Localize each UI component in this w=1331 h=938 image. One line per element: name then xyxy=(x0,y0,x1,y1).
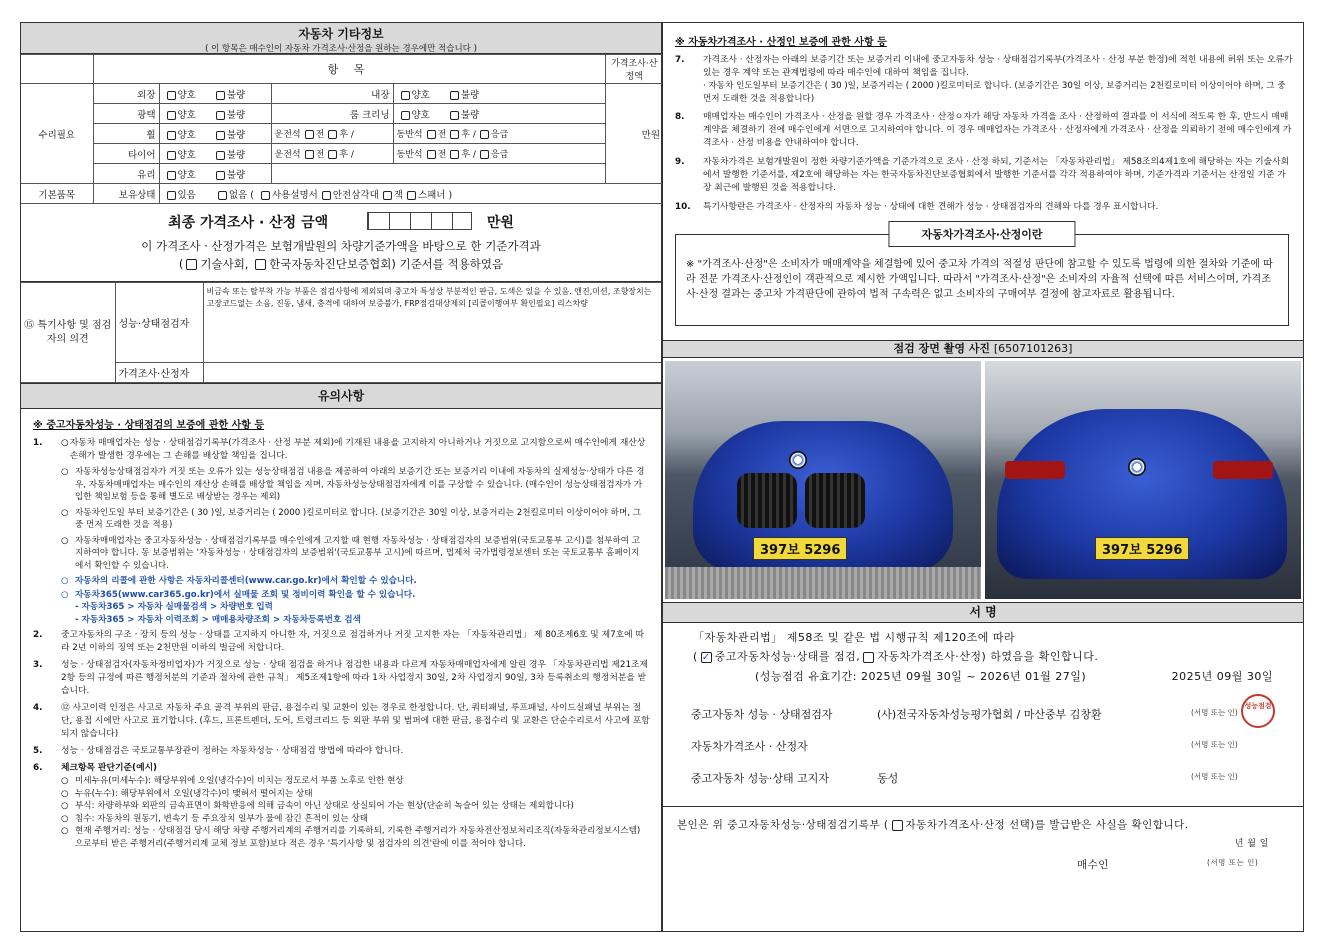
room-cleaning-label: 룸 크리닝 xyxy=(271,104,393,124)
item-6b: ○ 누유(누수): 해당부위에서 오일(냉각수)이 맺혀서 떨어지는 상태 xyxy=(61,788,313,799)
possession-label: 보유상태 xyxy=(93,184,159,204)
sign-law: 「자동차관리법」 제58조 및 같은 법 시행규칙 제120조에 따라 xyxy=(693,631,1016,644)
item-6a: ○ 미세누유(미세누수): 해당부위에 오일(냉각수)이 비치는 정도로서 부품 노후로 인한 현상 xyxy=(61,776,404,786)
buyer-label: 매수인 xyxy=(1077,859,1109,871)
notifier-sig[interactable]: (서명 또는 인) xyxy=(1191,772,1238,781)
bmw-logo-icon xyxy=(789,451,807,469)
sign-opt2-checkbox[interactable] xyxy=(863,652,874,663)
rear-plate: 397보 5296 xyxy=(1095,537,1189,560)
item-4: 4. ⑫ 사고이력 인정은 사고로 자동차 주요 골격 부위의 판금, 용접수리 및 교환이 있는 경우로 한정합니다. 단, 쿼터패널, 루프패널, 사이드실패널 부위는 절단, 용접 시에만 사고로 표기합니다. (후드, 프론트펜더, 도어, 트렁크리드 등 외판 부위 및 범퍼에 대한 판금, 용접수리 및 교환은 단순수리로서 사고에 포함되지 않습니다) xyxy=(33,703,650,739)
front-car-photo xyxy=(665,361,981,599)
left-column xyxy=(20,22,662,932)
gloss-bad-checkbox[interactable] xyxy=(216,111,225,120)
tire-bad-checkbox[interactable] xyxy=(216,151,225,160)
special-notes-label: ⑮ 특기사항 및 점검자의 의견 xyxy=(21,283,115,383)
item-1d: ○ 자동차매매업자는 중고자동차성능 · 상태점검기록부를 매수인에게 고지할 때 현행 자동차성능 · 상태점검자의 보증범위(국토교통부 고시)를 첨부하여 고지하여야 합니다. 동 보증범위는 '자동차성능 · 상태점검자의 보증범위'(국토교통부 고시)에 따르며, 법제처 국가법령정보센터 또는 국토교통부 홈페이지에서 확인할 수 있습니다. xyxy=(61,535,641,571)
item-1e: ○ 자동차의 리콜에 관한 사항은 자동차리콜센터(www.car.go.kr)에서 확인할 수 있습니다. xyxy=(61,576,417,586)
performance-inspector-opinion: 비금속 또는 탈부착 가능 부품은 점검사항에 제외되며 중고차 특성상 부분적인 판금, 도색은 있을 수 있음. 엔진,미션, 조향장치는 고장코드없는 소음, 진동, 냄새, 충격에 대하여 보증불가, FRP점검대상제외 [리콜이행여부 확인필요] 리스차량 xyxy=(203,283,661,363)
basic-items-label: 기본품목 xyxy=(21,184,93,204)
notifier-name: 동성 xyxy=(877,772,899,785)
glass-good-checkbox[interactable] xyxy=(167,171,176,180)
basis-line1: 이 가격조사 · 산정가격은 보험개발원의 차량기준가액을 바탕으로 한 기준가격과 xyxy=(141,239,541,253)
item-2: 2. 중고자동차의 구조 · 장치 등의 성능 · 상태를 고지하지 아니한 자, 거짓으로 점검하거나 거짓 고지한 자는 「자동차관리법」 제 80조제6호 및 제7호에 따라 2년 이하의 징역 또는 2천만원 이하의 벌금에 처합니다. xyxy=(33,630,644,653)
item-6c: ○ 부식: 차량하부와 외판의 금속표면이 화학반응에 의해 금속이 아닌 상태로 상실되어 가는 현상(단순히 녹슬어 있는 상태는 제외합니다) xyxy=(61,801,574,811)
price-inspection-box xyxy=(675,228,1289,326)
glass-label: 유리 xyxy=(93,164,159,184)
confirm-checkbox[interactable] xyxy=(892,820,903,831)
price-inspection-text: ※ "가격조사·산정"은 소비자가 매매계약을 체결함에 있어 중고차 가격의 적절성 판단에 참고할 수 있도록 법령에 의한 절차와 기준에 따라 전문 가격조사·산정인이 객관적으로 제시한 가액입니다. 따라서 "가격조사·산정"은 소비자의 자율적 선택에 따른 서비스이며, 가격조사·산정 결과는 중고차 가격판단에 관하여 법적 구속력은 없고 소비자의 구매여부 결정에 참고자료로 활용됩니다. xyxy=(686,259,1273,300)
interior-good-checkbox[interactable] xyxy=(401,91,410,100)
sign-section: 「자동차관리법」 제58조 및 같은 법 시행규칙 제120조에 따라 ( ✓ 중고자동차성능·상태를 점검, 자동차가격조사·산정) 하였음을 확인합니다. (성능점검 유효기간: 2025년 09월 30일 ~ 2026년 01월 27일) 2025년 09월 30일 xyxy=(693,631,1273,683)
price-inspector-opinion xyxy=(203,363,661,383)
item-10: 10. 특기사항란은 가격조사 · 산정자의 자동차 성능 · 상태에 대한 견해가 성능 · 상태점검자의 견해와 다를 경우 표시합니다. xyxy=(675,202,1159,212)
pricer-label: 자동차가격조사 · 산정자 xyxy=(691,740,808,753)
item-1f: ○ 자동차365(www.car365.go.kr)에서 실매물 조회 및 정비이력 확인을 할 수 있습니다. xyxy=(61,589,416,600)
item-5: 5. 성능 · 상태점검은 국토교통부장관이 정하는 자동차성능 · 상태점검 방법에 따라야 합니다. xyxy=(33,746,404,756)
confirm-date: 년 월 일 xyxy=(1234,839,1269,849)
validity-period: (성능점검 유효기간: 2025년 09월 30일 ~ 2026년 01월 27일) xyxy=(755,670,1087,683)
basis-opt2: 한국자동차진단보증협회) 기준서를 적용하였음 xyxy=(269,257,504,271)
tire-label: 타이어 xyxy=(93,144,159,164)
item-8: 8. 매매업자는 매수인이 가격조사 · 산정을 원할 경우 가격조사 · 산정ㅇ자가 해당 자동차 가격을 조사 · 산정하여 결과를 이 서식에 적도록 한 후, 반드시 매매계약을 체결하기 전에 매수인에게 서면으로 고지하여야 합니다. 이 경우 매매업자는 가격조사 · 산정자에게 가격조사 · 산정을 의뢰하기 전에 매수인에게 가격조사 · 산정 비용을 안내하여야 합니다. xyxy=(675,112,1292,148)
final-price-title: 최종 가격조사 · 산정 금액 xyxy=(168,215,329,231)
bmw-rear-logo-icon xyxy=(1128,458,1146,476)
photo-area xyxy=(663,358,1303,603)
room-bad-checkbox[interactable] xyxy=(450,111,459,120)
photo-id: [6507101263] xyxy=(993,342,1073,355)
guarantee-title: ※ 자동차가격조사 · 산정인 보증에 관한 사항 등 xyxy=(675,37,887,48)
final-price-unit: 만원 xyxy=(486,215,514,231)
signatures xyxy=(663,698,1303,798)
item-7: 7. 가격조사 · 산정자는 아래의 보증기간 또는 보증거리 이내에 중고자동차 성능 · 상태점검기록부(가격조사 · 산정 부분 한정)에 적힌 내용에 허위 또는 오류가 있는 경우 계약 또는 관계법령에 따라 매수인에 대하여 책임을 집니다. xyxy=(675,55,1293,78)
notice-header: 유의사항 xyxy=(21,383,661,409)
performance-inspector-label: 성능·상태점검자 xyxy=(115,283,203,363)
interior-label: 내장 xyxy=(271,84,393,104)
etc-info-table: 항 목 가격조사·산정액 수리필요 외장 양호 불량 내장 양호 불량 만원 광택 양호 불량 룸 크리닝 양호 불량 휠 양호 불량 운전석 전 후 / 동반석 전 후 / 응급 타이어 양호 불량 운전석 전 후 / 동반석 전 후 / 응급 유리 양호 불량 기본품목 보유상태 있음 없음 ( 사용설명서 안전삼각대 잭 스패너 ) xyxy=(21,54,663,204)
inspector-name: (사)전국자동차성능평가협회 / 마산중부 김창환 xyxy=(877,708,1102,721)
sign-opt1-checkbox[interactable]: ✓ xyxy=(701,651,711,663)
pricer-sig[interactable]: (서명 또는 인) xyxy=(1191,740,1238,749)
final-price-boxes[interactable] xyxy=(367,212,472,230)
item-6d: ○ 침수: 자동차의 원동기, 변속기 등 주요장치 일부가 물에 잠긴 흔적이 있는 상태 xyxy=(61,813,369,824)
basis-opt1-checkbox[interactable] xyxy=(186,259,197,270)
interior-bad-checkbox[interactable] xyxy=(450,91,459,100)
item-6e: ○ 현재 주행거리: 성능 · 상태점검 당시 해당 차량 주행거리계의 주행거리를 기록하되, 기록한 주행거리가 자동차전산정보처리조직(자동차관리정보시스템)으로부터 받은 주행거리(주행거리계 교체 정보 포함)보다 적은 경우 '특기사항 및 점검자의 의견'란에 이를 적어야 합니다. xyxy=(61,826,641,849)
no-items-checkbox[interactable] xyxy=(218,191,227,200)
wheel-label: 휠 xyxy=(93,124,159,144)
notifier-label: 중고자동차 성능·상태 고지자 xyxy=(691,772,830,785)
photo-title: 점검 장면 촬영 사진 xyxy=(893,342,991,355)
exterior-good-checkbox[interactable] xyxy=(167,91,176,100)
tire-good-checkbox[interactable] xyxy=(167,151,176,160)
final-price-section: 최종 가격조사 · 산정 금액 만원 이 가격조사 · 산정가격은 보험개발원의 차량기준가액을 바탕으로 한 기준가격과 ( 기술사회, 한국자동차진단보증협회) 기준서를 적용하였음 xyxy=(21,204,661,282)
repair-label: 수리필요 xyxy=(21,84,93,184)
item-1: 1. ○ 자동차 매매업자는 성능 · 상태점검기록부(가격조사 · 산정 부분 제외)에 기재된 내용을 고지하지 아니하거나 거짓으로 고지함으로써 매수인에게 재산상 손해가 발생한 경우에는 그 손해를 배상할 책임을 집니다. xyxy=(33,438,646,461)
glass-bad-checkbox[interactable] xyxy=(216,171,225,180)
col-item-header: 항 목 xyxy=(93,55,605,84)
room-good-checkbox[interactable] xyxy=(401,111,410,120)
exterior-bad-checkbox[interactable] xyxy=(216,91,225,100)
gloss-good-checkbox[interactable] xyxy=(167,111,176,120)
buyer-confirm xyxy=(663,806,1303,879)
inspector-sig[interactable]: (서명 또는 인) xyxy=(1191,708,1238,717)
exterior-label: 외장 xyxy=(93,84,159,104)
confirm-opt: 자동차가격조사·산정 선택)를 발급받은 사실을 확인합니다. xyxy=(905,819,1189,831)
special-notes-table xyxy=(21,282,661,383)
buyer-sig[interactable]: (서명 또는 인) xyxy=(1207,858,1259,867)
basis-opt2-checkbox[interactable] xyxy=(255,259,266,270)
wheel-bad-checkbox[interactable] xyxy=(216,131,225,140)
inspector-label: 중고자동차 성능 · 상태점검자 xyxy=(691,708,833,721)
sign-date: 2025년 09월 30일 xyxy=(1171,670,1273,683)
wheel-good-checkbox[interactable] xyxy=(167,131,176,140)
etc-info-header xyxy=(21,23,661,54)
item-1b: ○ 자동차성능상태점검자가 거짓 또는 오류가 있는 성능상태점검 내용을 제공하여 아래의 보증기간 또는 보증거리 이내에 자동차의 실제성능·상태가 다른 경우, 자동차매매업자는 매수인의 재산상 손해를 배상할 책임을 지며, 자동차성능상태점검자에게 이를 구상할 수 있습니다. (매수인이 성능상태점검자가 가입한 책임보험 등을 통해 별도로 배상받는 경우는 제외) xyxy=(61,467,645,502)
etc-info-title: 자동차 기타정보 xyxy=(298,27,384,41)
item-1f1: - 자동차365 > 자동차 실매물검색 > 차량번호 입력 xyxy=(75,602,273,612)
right-column xyxy=(662,22,1304,932)
item-1f2: - 자동차365 > 자동차 이력조회 > 매매용차량조회 > 자동차등록번호 검색 xyxy=(75,614,361,625)
col-price-header: 가격조사·산정액 xyxy=(605,55,663,84)
front-plate: 397보 5296 xyxy=(753,537,847,560)
item-6: 6. 체크항목 판단기준(예시) xyxy=(33,763,158,773)
inspector-seal-icon: 성능점검 xyxy=(1241,694,1275,728)
basis-opt1: 기술사회, xyxy=(200,257,249,271)
gloss-label: 광택 xyxy=(93,104,159,124)
repair-price-unit: 만원 xyxy=(605,84,663,184)
item-9: 9. 자동차가격은 보험개발원이 정한 차량기준가액을 기준가격으로 조사 · 산정 하되, 기준서는 「자동차관리법」 제58조의4제1호에 해당하는 자는 기술사회에서 발행한 기준서를, 제2호에 해당하는 자는 한국자동차진단보증협회에서 발행한 기준서를 각각 적용하여야 하며, 기준가격과 기준서는 산정일 기준 가장 최근에 발행된 것을 적용합니다. xyxy=(675,157,1290,193)
photo-header xyxy=(663,340,1303,358)
notice-subtitle: ※ 중고자동차성능 · 상태점검의 보증에 관한 사항 등 xyxy=(33,420,265,431)
confirm-line: 본인은 위 중고자동차성능·상태점검기록부 ( xyxy=(677,819,889,831)
etc-info-subtitle: ( 이 항목은 매수인이 자동차 가격조사·산정을 원하는 경우에만 적습니다 ) xyxy=(205,44,477,54)
price-inspection-title: 자동차가격조사·산정이란 xyxy=(888,221,1075,247)
has-items-checkbox[interactable] xyxy=(167,191,176,200)
sign-opt2: 자동차가격조사·산정) 하였음을 확인합니다. xyxy=(877,650,1099,663)
item-3: 3. 성능 · 상태점검자(자동차정비업자)가 거짓으로 성능 · 상태 점검을 하거나 점검한 내용과 다르게 자동차매매업자에게 알린 경우 「자동차관리법 제21조제2항 등의 규정에 따른 행정처분의 기준과 절차에 관한 규칙」 제5조제1항에 따라 1차 사업정지 30일, 2차 사업정지 90일, 3차 등록취소의 행정처분을 받습니다. xyxy=(33,660,649,696)
price-inspector-label: 가격조사·산정자 xyxy=(115,363,203,383)
rear-car-photo xyxy=(985,361,1301,599)
sign-opt1: 중고자동차성능·상태를 점검, xyxy=(714,650,861,663)
sign-header: 서 명 xyxy=(663,603,1303,623)
item-7b: · 자동차 인도일부터 보증기간은 ( 30 )일, 보증거리는 ( 2000 )킬로미터로 합니다. (보증기간은 30일 이상, 보증거리는 2천킬로미터 이상이어야 하며, 그 중 먼저 도래한 것을 적용합니다) xyxy=(703,81,1286,104)
item-1c: ○ 자동차인도일 부터 보증기간은 ( 30 )일, 보증거리는 ( 2000 )킬로미터로 합니다. (보증기간은 30일 이상, 보증거리는 2천킬로미터 이상이어야 하며, 그 중 먼저 도래한 것을 적용) xyxy=(61,507,642,530)
